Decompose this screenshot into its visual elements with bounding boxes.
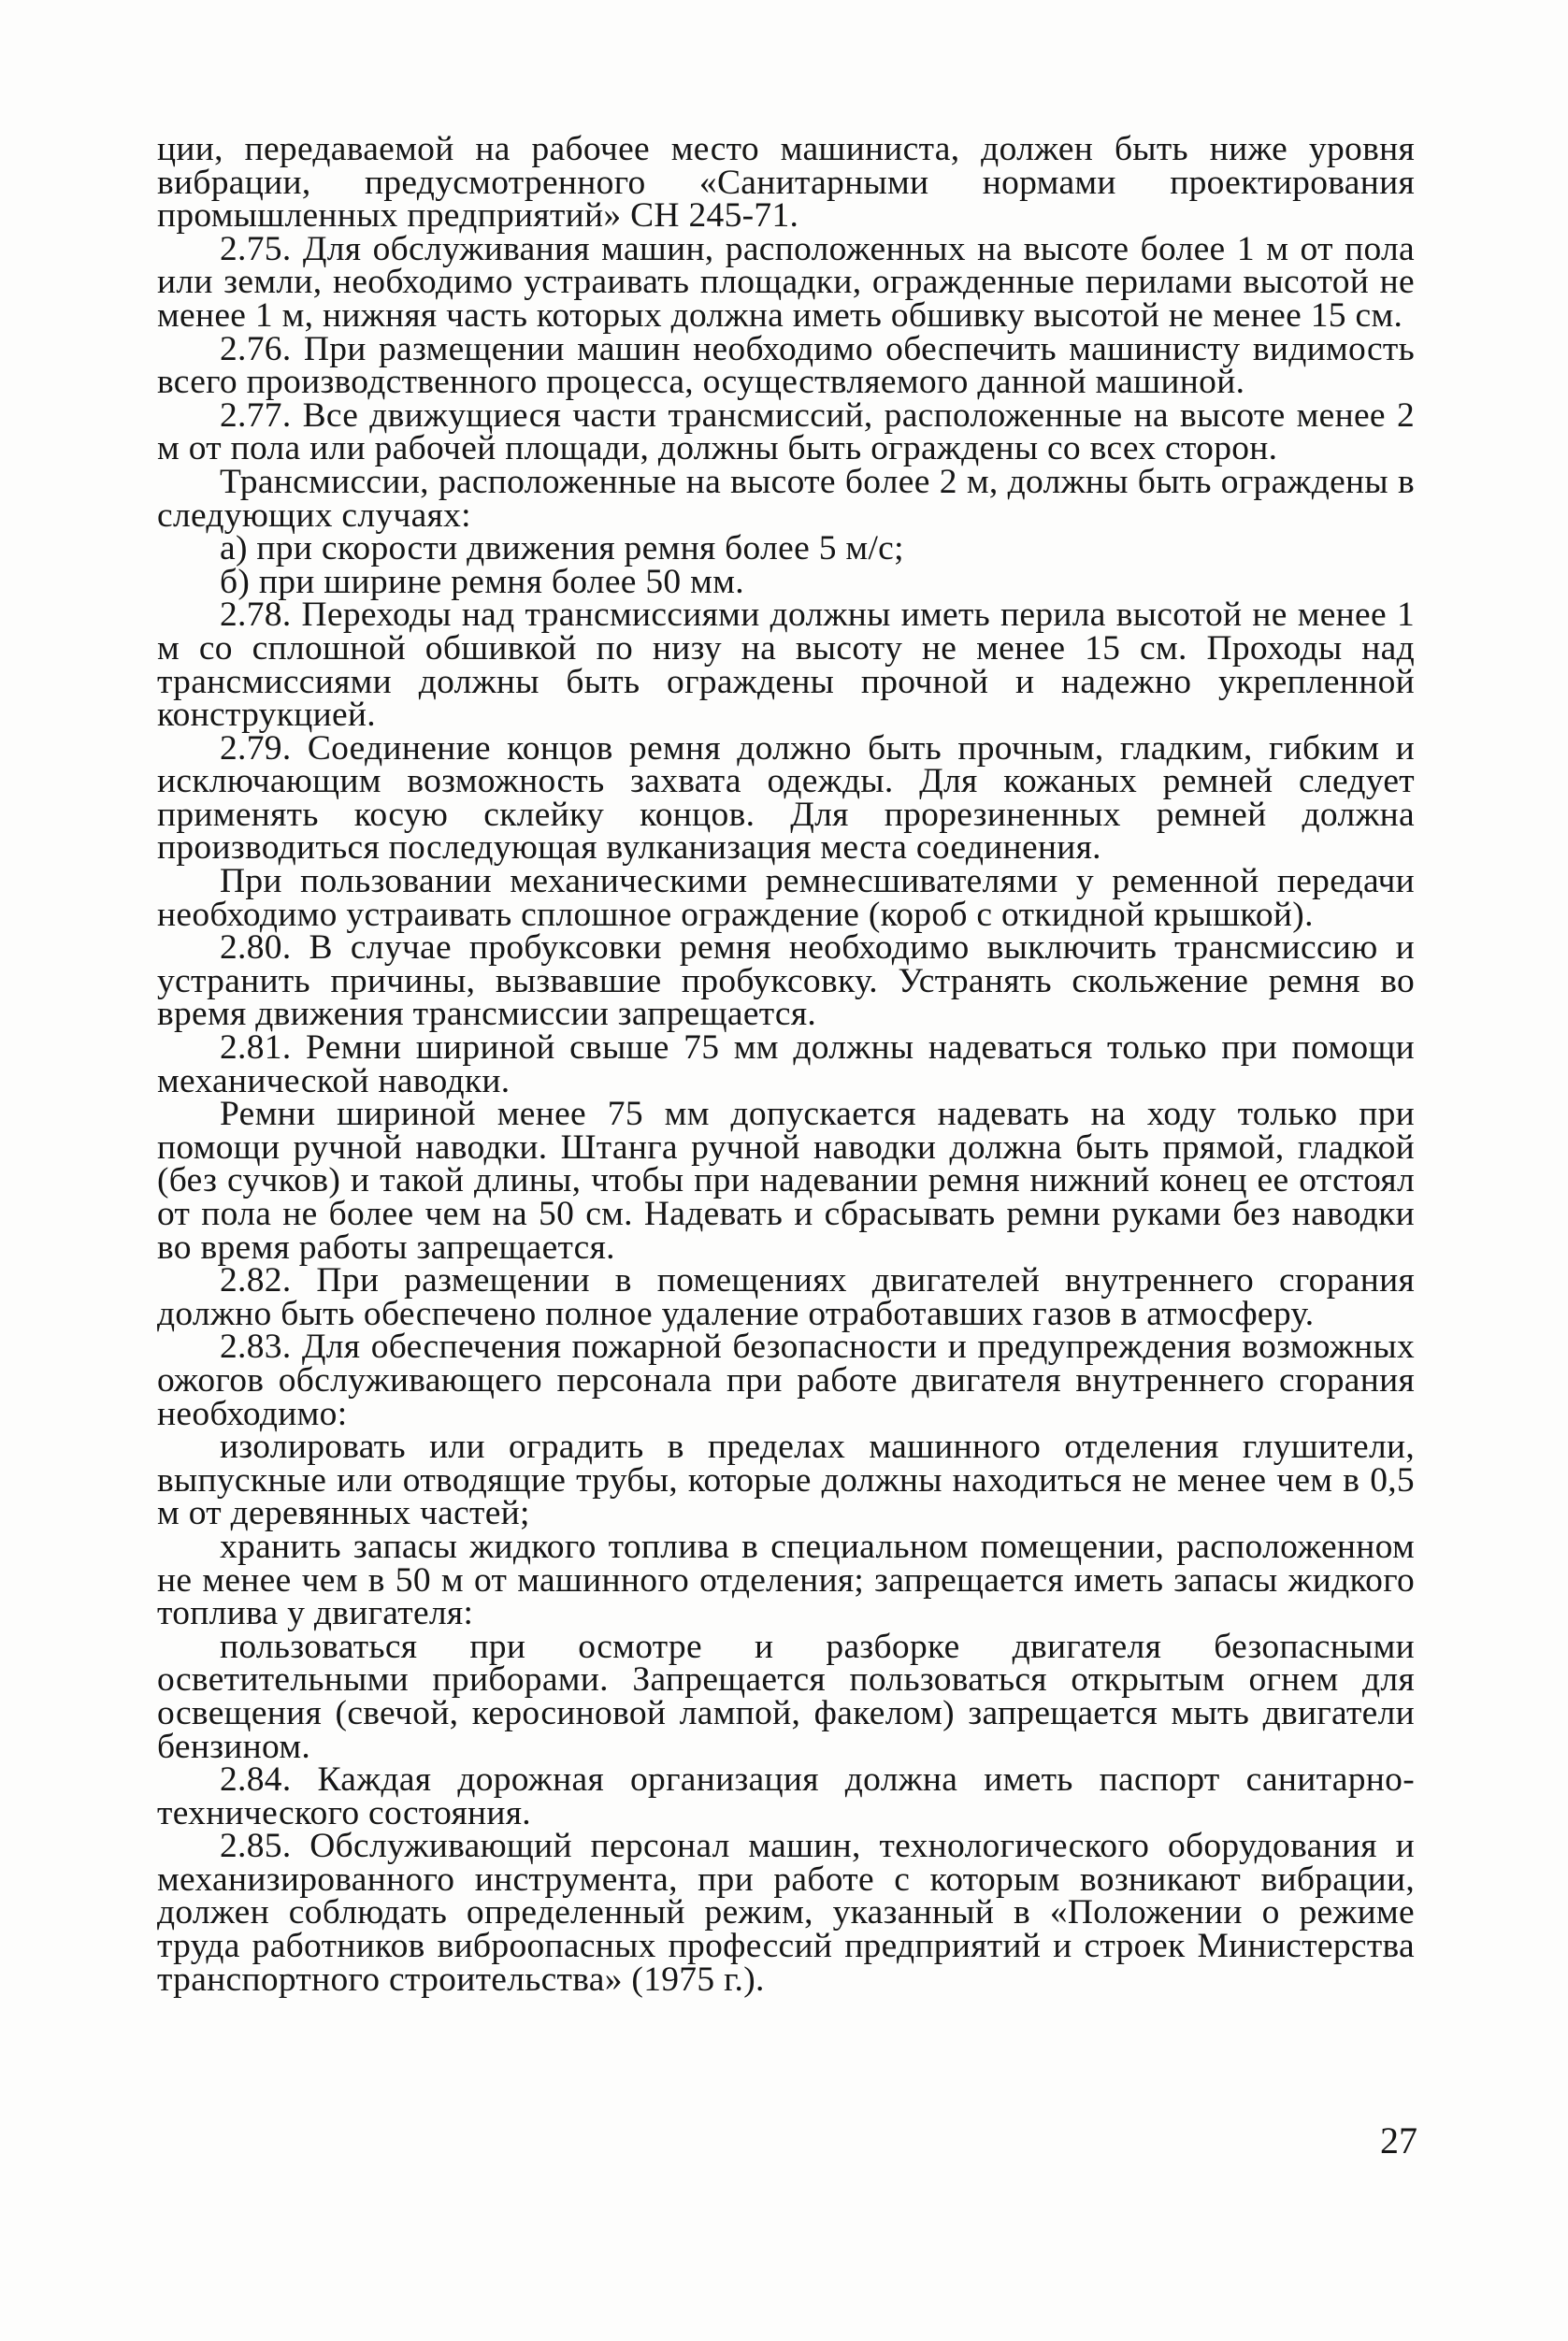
paragraph-2-79: 2.79. Соединение концов ремня должно быть прочным, гладким, гибким и исключающим возможность захвата одежды. Для кожаных ремней следует применять косую склейку концов. Для прорезиненных ремней должна производиться последующая вулканизация места соединения. xyxy=(157,728,1415,868)
paragraph-insulate-mufflers: изолировать или оградить в пределах машинного отделения глушители, выпускные или отводящие трубы, которые должны находиться не менее чем в 0,5 м от деревянных частей; xyxy=(157,1428,1415,1533)
paragraph-2-82: 2.82. При размещении в помещениях двигателей внутреннего сгорания должно быть обеспечено полное удаление отработавших газов в атмосферу. xyxy=(157,1261,1415,1333)
page-number: 27 xyxy=(1380,2119,1417,2161)
paragraph-2-78: 2.78. Переходы над трансмиссиями должны иметь перила высотой не менее 1 м со сплошной обшивкой по низу на высоту не менее 15 см. Проходы над трансмиссиями должны быть ограждены прочной и надежно укрепленной конструкцией. xyxy=(157,596,1415,735)
paragraph-2-84: 2.84. Каждая дорожная организация должна иметь паспорт санитарно-технического состояния. xyxy=(157,1760,1415,1832)
paragraph-continuation: ции, передаваемой на рабочее место машиниста, должен быть ниже уровня вибрации, предусмотренного «Санитарными нормами проектирования промышленных предприятий» СН 245-71. xyxy=(157,130,1415,236)
paragraph-manual-guide: Ремни шириной менее 75 мм допускается надевать на ходу только при помощи ручной наводки. Штанга ручной наводки должна быть прямой, гладкой (без сучков) и такой длины, чтобы при надевании ремня нижний конец ее отстоял от пола не более чем на 50 см. Надевать и сбрасывать ремни руками без наводки во время работы запрещается. xyxy=(157,1095,1415,1267)
list-item-a: а) при скорости движения ремня более 5 м/с; xyxy=(220,529,904,568)
paragraph-2-77: 2.77. Все движущиеся части трансмиссий, расположенные на высоте менее 2 м от пола или рабочей площади, должны быть ограждены со всех сторон. xyxy=(157,395,1415,468)
paragraph-store-fuel: хранить запасы жидкого топлива в специальном помещении, расположенном не менее чем в 50 м от машинного отделения; запрещается иметь запасы жидкого топлива у двигателя: xyxy=(157,1527,1415,1633)
paragraph-2-85: 2.85. Обслуживающий персонал машин, технологического оборудования и механизированного инструмента, при работе с которым возникают вибрации, должен соблюдать определенный режим, указанный в «Положении о режиме труда работников виброопасных профессий предприятий и строек Министерства транспортного строительства» (1975 г.). xyxy=(157,1827,1415,1999)
paragraph-2-80: 2.80. В случае пробуксовки ремня необходимо выключить трансмиссию и устранить причины, вызвавшие пробуксовку. Устранять скольжение ремня во время движения трансмиссии запрещается. xyxy=(157,928,1415,1034)
paragraph-2-81: 2.81. Ремни шириной свыше 75 мм должны надеваться только при помощи механической наводки. xyxy=(157,1028,1415,1100)
paragraph-transmissions: Трансмиссии, расположенные на высоте более 2 м, должны быть ограждены в следующих случаях: xyxy=(157,462,1415,535)
paragraph-2-83: 2.83. Для обеспечения пожарной безопасности и предупреждения возможных ожогов обслуживающего персонала при работе двигателя внутреннего сгорания необходимо: xyxy=(157,1328,1415,1433)
paragraph-lighting: пользоваться при осмотре и разборке двигателя безопасными осветительными приборами. Запрещается пользоваться открытым огнем для освещения (свечой, керосиновой лампой, факелом) запрещается мыть двигатели бензином. xyxy=(157,1627,1415,1766)
list-item-b: б) при ширине ремня более 50 мм. xyxy=(220,562,744,601)
body-text xyxy=(157,130,1415,1999)
paragraph-2-75: 2.75. Для обслуживания машин, расположенных на высоте более 1 м от пола или земли, необходимо устраивать площадки, огражденные перилами высотой не менее 1 м, нижняя часть которых должна иметь обшивку высотой не менее 15 см. xyxy=(157,229,1415,335)
paragraph-belt-stitchers: При пользовании механическими ремнесшивателями у ременной передачи необходимо устраивать сплошное ограждение (короб с откидной крышкой). xyxy=(157,862,1415,934)
paragraph-2-76: 2.76. При размещении машин необходимо обеспечить машинисту видимость всего производственного процесса, осуществляемого данной машиной. xyxy=(157,329,1415,402)
